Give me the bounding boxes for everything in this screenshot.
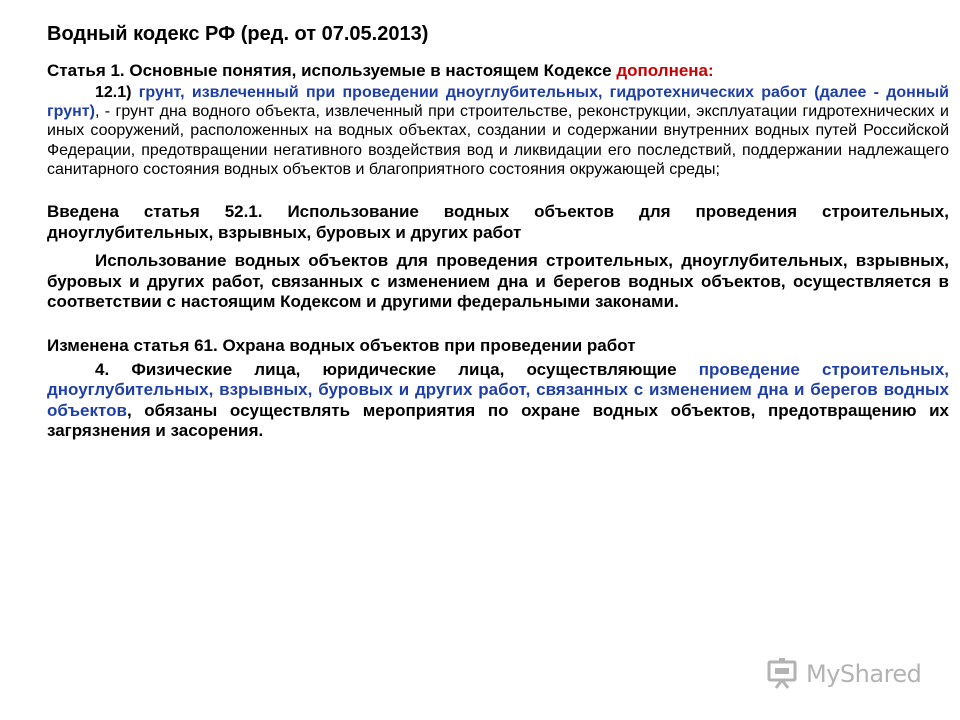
article-1-heading: [47, 60, 949, 81]
item-number: 12.1): [95, 84, 139, 101]
article-1-status: дополнена:: [616, 61, 714, 80]
article-61-body-end: , обязаны осуществлять мероприятия по охране водных объектов, предотвращению их загрязнения и засорения.: [47, 400, 949, 441]
article-52-1-heading: Введена статья 52.1. Использование водных объектов для проведения строительных, дноуглубительных, взрывных, буровых и других работ: [47, 202, 949, 243]
presentation-board-icon: [766, 658, 802, 690]
document-title: Водный кодекс РФ (ред. от 07.05.2013): [47, 23, 429, 45]
article-61-body: [47, 360, 949, 442]
article-1-heading-text: Статья 1. Основные понятия, используемые в настоящем Кодексе: [47, 61, 617, 80]
document-page: [47, 22, 949, 442]
article-61-body-highlight: проведение строительных, дноуглубительных, взрывных, буровых и других работ, связанных с изменением дна и берегов водных объектов: [47, 359, 950, 420]
article-1-item-12-1: [47, 83, 949, 179]
watermark-text: MyShared: [806, 660, 922, 688]
watermark: [766, 658, 926, 690]
item-defined-term: грунт, извлеченный при проведении дноуглубительных, гидротехнических работ (далее - донный грунт): [47, 84, 949, 121]
article-61-heading: Изменена статья 61. Охрана водных объектов при проведении работ: [47, 335, 636, 355]
article-52-1-body: Использование водных объектов для проведения строительных, дноуглубительных, взрывных, буровых и других работ, связанных с изменением дна и берегов водных объектов, осуществляется в соответствии с настоящим Кодексом и другими федеральными законами.: [47, 251, 949, 312]
article-61-body-start: 4. Физические лица, юридические лица, осуществляющие: [95, 359, 699, 379]
item-definition: , - грунт дна водного объекта, извлеченный при строительстве, реконструкции, эксплуатации гидротехнических и иных сооружений, расположенных на водных объектах, создании и содержании внутренних водных путей Российской Федерации, предотвращении негативного воздействия вод и ликвидации его последствий, поддержании надлежащего санитарного состояния водных объектов и благоприятного состояния окружающей среды;: [47, 103, 949, 178]
